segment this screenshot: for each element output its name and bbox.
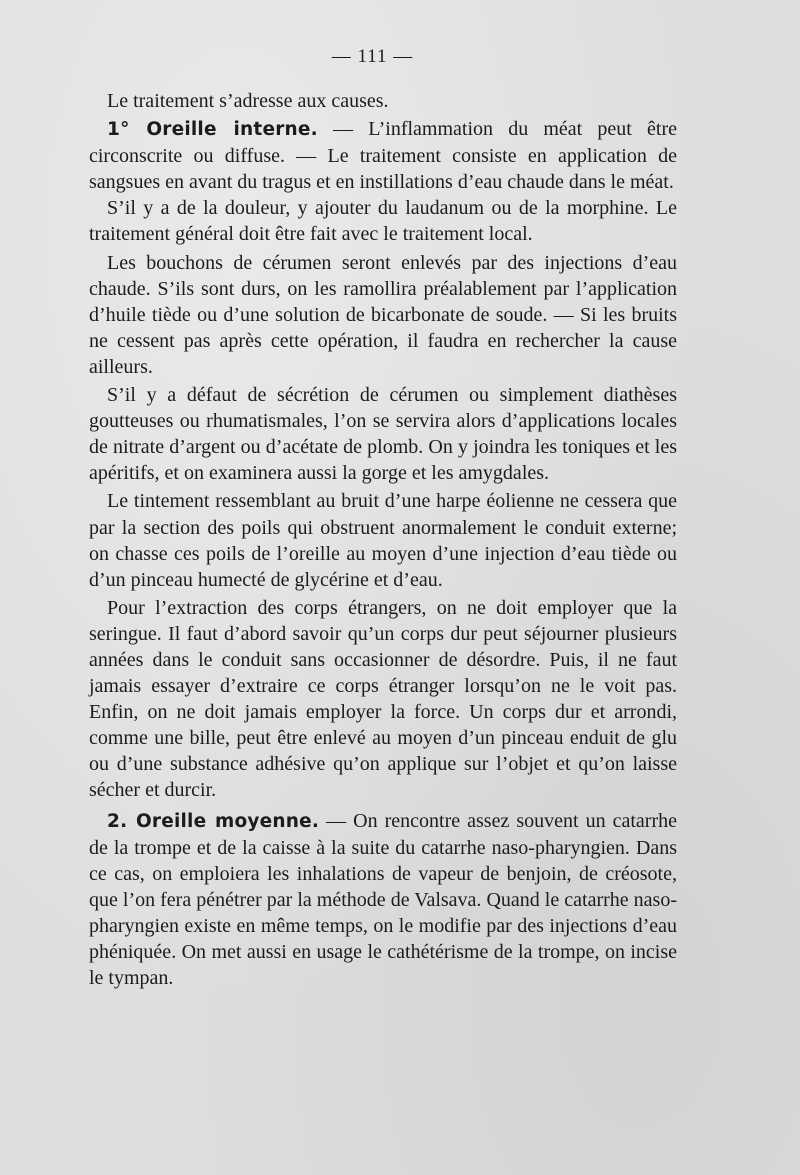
paragraph-secretion (89, 382, 677, 486)
paragraph-tintement (89, 488, 677, 592)
paragraph-text: Pour l’extraction des corps étrangers, on ne doit employer que la seringue. Il faut d’abord savoir qu’un corps dur peut séjourner plusieurs années dans le conduit sans occasionner de désordre. Puis, il ne faut jamais essayer d’extraire ce corps étranger lorsqu’on ne le voit pas. Enfin, on ne doit jamais employer la force. Un corps dur et arrondi, comme une bille, peut être enlevé au moyen d’un pinceau enduit de glu ou d’une substance adhésive qu’on applique sur l’objet et qu’on laisse sécher et durcir. (89, 596, 677, 802)
paragraph-oreille-moyenne (89, 808, 677, 992)
paragraph-text: S’il y a de la douleur, y ajouter du laudanum ou de la morphine. Le traitement général doit être fait avec le traitement local. (89, 197, 677, 246)
paragraph-text: Le traitement s’adresse aux causes. (107, 90, 389, 112)
paragraph-douleur (89, 195, 677, 247)
paragraph-cerumen (89, 250, 677, 380)
paragraph-intro (89, 88, 677, 114)
section-heading-oreille-interne: 1° Oreille interne. (107, 119, 318, 141)
paragraph-text: — L’inflammation du méat peut être circonscrite ou diffuse. — Le traitement consiste en application de sangsues en avant du tragus et en instillations d’eau chaude dans le méat. (89, 118, 677, 194)
paragraph-text: Les bouchons de cérumen seront enlevés par des injections d’eau chaude. S’ils sont durs, on les ramollira préalablement par l’application d’huile tiède ou d’une solution de bicarbonate de soude. — Si les bruits ne cessent pas après cette opération, il faudra en rechercher la cause ailleurs. (89, 251, 677, 378)
paragraph-text: S’il y a défaut de sécrétion de cérumen ou simplement diathèses goutteuses ou rhumatismales, l’on se servira alors d’applications locales de nitrate d’argent ou d’acétate de plomb. On y joindra les toniques et les apéritifs, et on examinera aussi la gorge et les amygdales. (89, 384, 677, 485)
paragraph-text: Le tintement ressemblant au bruit d’une harpe éolienne ne cessera que par la section des poils qui obstruent anormalement le conduit externe; on chasse ces poils de l’oreille au moyen d’une injection d’eau tiède ou d’un pinceau humecté de glycérine et d’eau. (89, 490, 677, 591)
paragraph-text: — On rencontre assez souvent un catarrhe de la trompe et de la caisse à la suite du catarrhe naso-pharyngien. Dans ce cas, on emploiera les inhalations de vapeur de benjoin, de créosote, que l’on fera pénétrer par la méthode de Valsava. Quand le catarrhe naso-pharyngien existe en même temps, on le modifie par des injections d’eau phéniquée. On met aussi en usage le cathétérisme de la trompe, on incise le tympan. (89, 809, 678, 990)
page-number: — 111 — (331, 46, 414, 67)
page-body (89, 88, 677, 991)
section-heading-oreille-moyenne: 2. Oreille moyenne. (107, 810, 320, 832)
paragraph-corps-etrangers (89, 595, 677, 804)
paragraph-oreille-interne (89, 116, 677, 195)
